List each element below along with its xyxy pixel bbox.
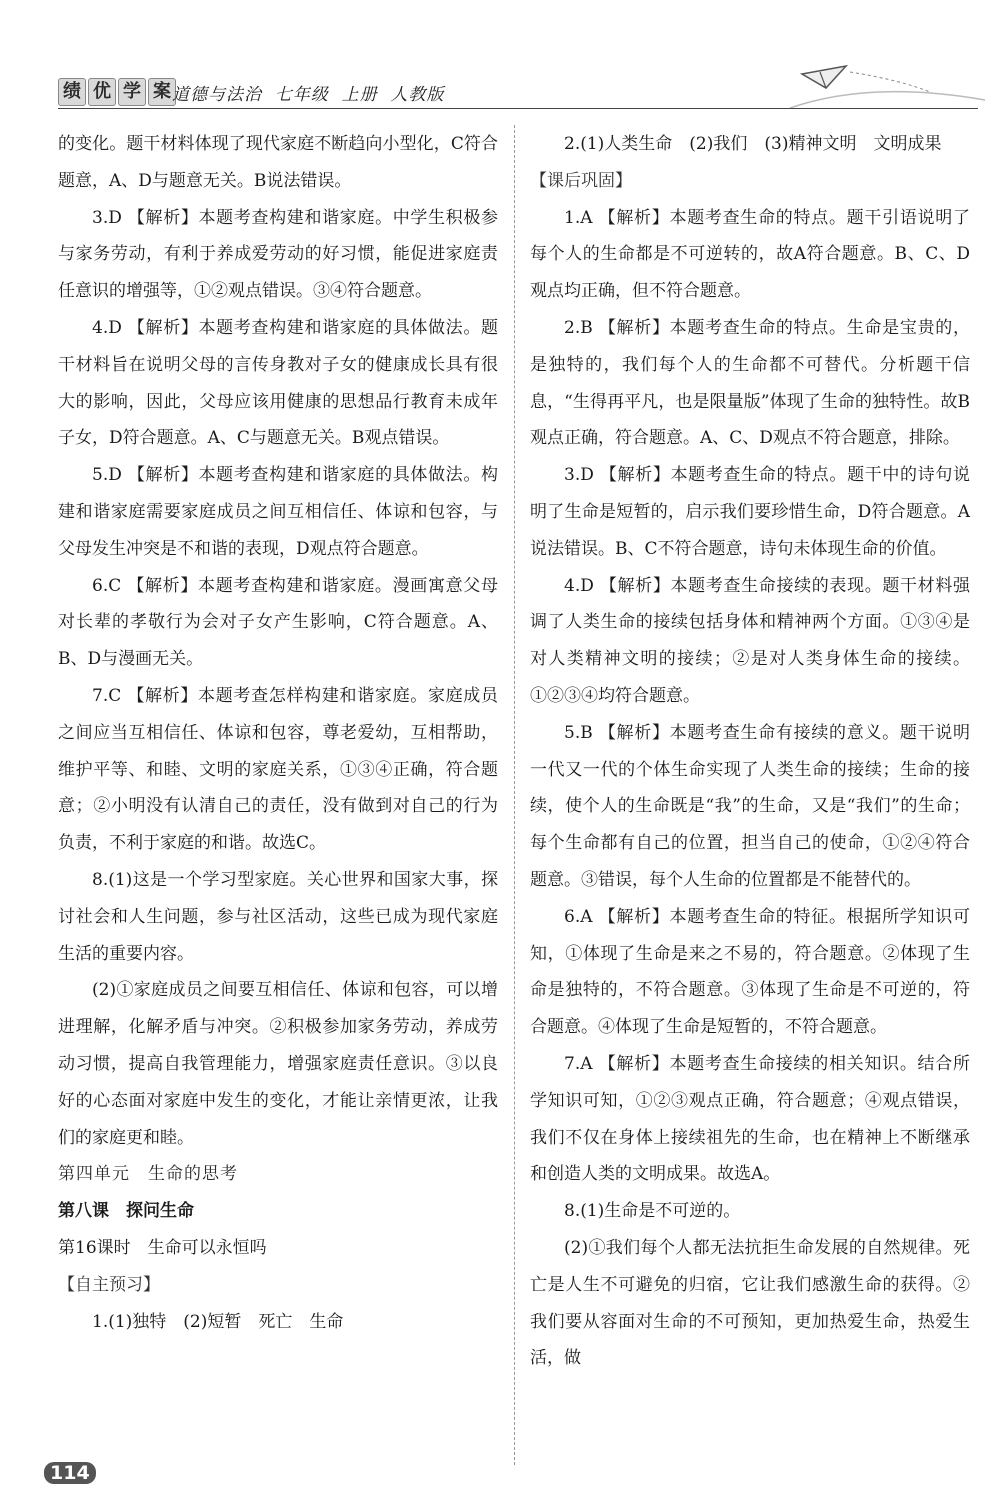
period-heading: 第16课时 生命可以永恒吗	[58, 1237, 267, 1258]
left-column	[58, 126, 498, 1340]
brand-char: 案	[148, 78, 176, 106]
paper-plane-icon	[780, 60, 990, 112]
answer-paragraph: 7.A 【解析】本题考查生命接续的相关知识。结合所学知识可知，①②③观点正确，符合题意；④观点错误，我们不仅在身体上接续祖先的生命，也在精神上不断继承和创造人类的文明成果。故选A。	[530, 1053, 970, 1185]
header-rule	[58, 108, 978, 109]
book-subtitle: 道德与法治 七年级 上册 人教版	[172, 85, 445, 105]
answer-paragraph: 3.D 【解析】本题考查构建和谐家庭。中学生积极参与家务劳动，有利于养成爱劳动的好习惯，能促进家庭责任意识的增强等，①②观点错误。③④符合题意。	[58, 207, 498, 302]
brand-char: 优	[88, 78, 116, 106]
unit-heading: 第四单元 生命的思考	[58, 1164, 238, 1185]
answer-paragraph: (2)①我们每个人都无法抗拒生命发展的自然规律。死亡是人生不可避免的归宿，它让我们感激生命的获得。②我们要从容面对生命的不可预知，更加热爱生命，热爱生活，做	[530, 1237, 970, 1369]
answer-paragraph: (2)①家庭成员之间要互相信任、体谅和包容，可以增进理解，化解矛盾与冲突。②积极参加家务劳动，养成劳动习惯，提高自我管理能力，增强家庭责任意识。③以良好的心态面对家庭中发生的变化，才能让亲情更浓，让我们的家庭更和睦。	[58, 980, 498, 1148]
answer-paragraph: 6.C 【解析】本题考查构建和谐家庭。漫画寓意父母对长辈的孝敬行为会对子女产生影响，C符合题意。A、B、D与漫画无关。	[58, 575, 498, 670]
answer-paragraph: 8.(1)生命是不可逆的。	[564, 1201, 741, 1222]
brand-logo	[58, 78, 176, 104]
answer-paragraph: 1.A 【解析】本题考查生命的特点。题干引语说明了每个人的生命都是不可逆转的，故A符合题意。B、C、D观点均正确，但不符合题意。	[530, 207, 970, 302]
lesson-heading: 第八课 探问生命	[58, 1201, 194, 1222]
brand-char: 绩	[58, 78, 86, 106]
answer-paragraph: 8.(1)这是一个学习型家庭。关心世界和国家大事，探讨社会和人生问题，参与社区活动，这些已成为现代家庭生活的重要内容。	[58, 869, 498, 964]
page-header	[0, 0, 1000, 120]
answer-paragraph: 5.B 【解析】本题考查生命有接续的意义。题干说明一代又一代的个体生命实现了人类生命的接续；生命的接续，使个人的生命既是“我”的生命，又是“我们”的生命；每个生命都有自己的位置，担当自己的使命，①②④符合题意。③错误，每个人生命的位置都是不能替代的。	[530, 722, 970, 890]
answer-paragraph: 4.D 【解析】本题考查构建和谐家庭的具体做法。题干材料旨在说明父母的言传身教对子女的健康成长具有很大的影响，因此，父母应该用健康的思想品行教育未成年子女，D符合题意。A、C与题意无关。B观点错误。	[58, 317, 498, 449]
answer-paragraph: 5.D 【解析】本题考查构建和谐家庭的具体做法。构建和谐家庭需要家庭成员之间互相信任、体谅和包容，与父母发生冲突是不和谐的表现，D观点符合题意。	[58, 465, 498, 559]
answer-paragraph: 的变化。题干材料体现了现代家庭不断趋向小型化，C符合题意，A、D与题意无关。B说法错误。	[58, 134, 498, 191]
section-tag: 【课后巩固】	[530, 170, 632, 191]
brand-char: 学	[118, 78, 146, 106]
answer-paragraph: 1.(1)独特 (2)短暂 死亡 生命	[92, 1311, 344, 1332]
answer-paragraph: 4.D 【解析】本题考查生命接续的表现。题干材料强调了人类生命的接续包括身体和精神两个方面。①③④是对人类精神文明的接续；②是对人类身体生命的接续。①②③④均符合题意。	[530, 575, 970, 706]
answer-paragraph: 6.A 【解析】本题考查生命的特征。根据所学知识可知，①体现了生命是来之不易的，符合题意。②体现了生命是独特的，不符合题意。③体现了生命是不可逆的，符合题意。④体现了生命是短暂的，不符合题意。	[530, 906, 970, 1038]
answer-paragraph: 2.B 【解析】本题考查生命的特点。生命是宝贵的，是独特的，我们每个人的生命都不可替代。分析题干信息，“生得再平凡，也是限量版”体现了生命的独特性。故B观点正确，符合题意。A、C、D观点不符合题意，排除。	[530, 317, 970, 449]
section-tag: 【自主预习】	[58, 1274, 160, 1295]
answer-paragraph: 3.D 【解析】本题考查生命的特点。题干中的诗句说明了生命是短暂的，启示我们要珍惜生命，D符合题意。A说法错误。B、C不符合题意，诗句未体现生命的价值。	[530, 465, 970, 559]
answer-paragraph: 7.C 【解析】本题考查怎样构建和谐家庭。家庭成员之间应当互相信任、体谅和包容，尊老爱幼，互相帮助，维护平等、和睦、文明的家庭关系，①③④正确，符合题意；②小明没有认清自己的责任，没有做到对自己的行为负责，不利于家庭的和谐。故选C。	[58, 685, 498, 854]
right-column	[530, 126, 970, 1377]
page-number: 114	[44, 1462, 96, 1484]
column-divider	[514, 125, 515, 1465]
answer-paragraph: 2.(1)人类生命 (2)我们 (3)精神文明 文明成果	[564, 134, 942, 154]
